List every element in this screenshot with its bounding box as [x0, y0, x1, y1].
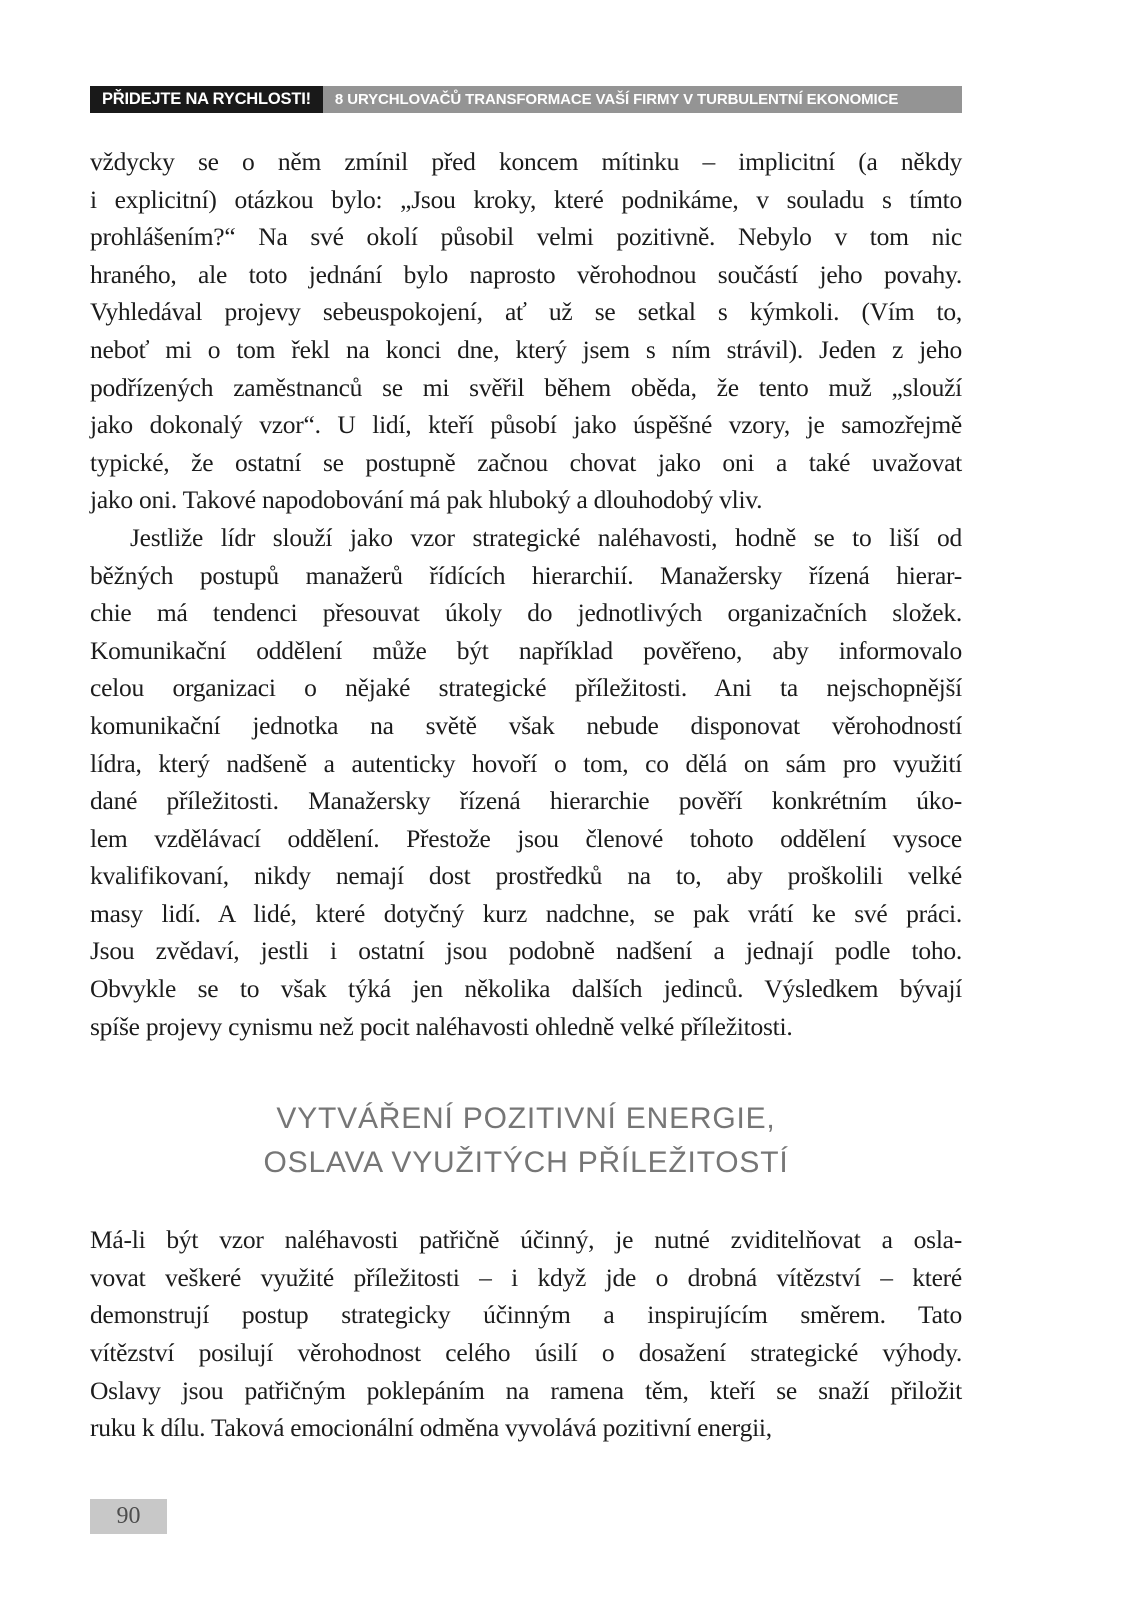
running-header: [90, 86, 962, 113]
text-line: lídra, který nadšeně a autenticky hovoří o tom, co dělá on sám pro využití: [90, 748, 962, 778]
text-line: Jestliže lídr slouží jako vzor strategické naléhavosti, hodně se to liší od: [130, 522, 962, 552]
running-header-title: PŘIDEJTE NA RYCHLOSTI!: [90, 86, 323, 113]
paragraph: [90, 1221, 962, 1447]
text-line: masy lidí. A lidé, které dotyčný kurz nadchne, se pak vrátí ke své práci.: [90, 898, 962, 928]
text-line: chie má tendenci přesouvat úkoly do jednotlivých organizačních složek.: [90, 598, 962, 628]
text-line: hraného, ale toto jednání bylo naprosto věrohodnou součástí jeho povahy.: [90, 259, 962, 289]
section-heading: [90, 1097, 962, 1185]
text-line: vovat veškeré využité příležitosti – i když jde o drobná vítězství – které: [90, 1262, 962, 1292]
text-line: vítězství posilují věrohodnost celého úsilí o dosažení strategické výhody.: [90, 1338, 962, 1368]
text-line: lem vzdělávací oddělení. Přestože jsou členové tohoto oddělení vysoce: [90, 823, 962, 853]
text-line: jako oni. Takové napodobování má pak hluboký a dlouhodobý vliv.: [90, 485, 763, 515]
text-line: kvalifikovaní, nikdy nemají dost prostředků na to, aby proškolili velké: [90, 861, 962, 891]
paragraph: [90, 519, 962, 1045]
text-line: podřízených zaměstnanců se mi svěřil během oběda, že tento muž „slouží: [90, 372, 962, 402]
text-line: vždycky se o něm zmínil před koncem mítinku – implicitní (a někdy: [90, 147, 962, 176]
text-line: Jsou zvědaví, jestli i ostatní jsou podobně nadšení a jednají podle toho.: [90, 936, 962, 966]
text-line: demonstrují postup strategicky účinným a inspirujícím směrem. Tato: [90, 1300, 962, 1330]
text-line: Obvykle se to však týká jen několika dalších jedinců. Výsledkem bývají: [90, 974, 962, 1004]
page-content: [90, 143, 962, 1447]
text-line: jako dokonalý vzor“. U lidí, kteří působí jako úspěšné vzory, je samozřejmě: [90, 410, 962, 440]
text-line: běžných postupů manažerů řídících hierarchií. Manažersky řízená hierar-: [90, 560, 962, 590]
text-line: dané příležitosti. Manažersky řízená hierarchie pověří konkrétním úko-: [90, 786, 962, 816]
text-line: komunikační jednotka na světě však nebude disponovat věrohodností: [90, 710, 962, 740]
text-line: ruku k dílu. Taková emocionální odměna vyvolává pozitivní energii,: [90, 1413, 772, 1443]
text-line: Oslavy jsou patřičným poklepáním na ramena těm, kteří se snaží přiložit: [90, 1375, 962, 1405]
text-line: typické, že ostatní se postupně začnou chovat jako oni a také uvažovat: [90, 447, 962, 477]
page-number: 90: [116, 1503, 141, 1529]
text-line: Komunikační oddělení může být například pověřeno, aby informovalo: [90, 635, 962, 665]
text-line: neboť mi o tom řekl na konci dne, který jsem s ním strávil). Jeden z jeho: [90, 334, 962, 364]
text-line: Má-li být vzor naléhavosti patřičně účinný, je nutné zviditelňovat a osla-: [90, 1225, 962, 1255]
text-line: i explicitní) otázkou bylo: „Jsou kroky, které podnikáme, v souladu s tímto: [90, 184, 962, 214]
text-line: prohlášením?“ Na své okolí působil velmi pozitivně. Nebylo v tom nic: [90, 222, 962, 252]
text-line: spíše projevy cynismu než pocit naléhavosti ohledně velké příležitosti.: [90, 1011, 793, 1041]
text-line: Vyhledával projevy sebeuspokojení, ať už se setkal s kýmkoli. (Vím to,: [90, 297, 962, 327]
paragraph: [90, 143, 962, 519]
section-heading-line: VYTVÁŘENÍ POZITIVNÍ ENERGIE,: [276, 1102, 776, 1136]
running-header-subtitle: 8 URYCHLOVAČŮ TRANSFORMACE VAŠÍ FIRMY V TURBULENTNÍ EKONOMICE: [323, 86, 962, 113]
text-line: celou organizaci o nějaké strategické příležitosti. Ani ta nejschopnější: [90, 673, 962, 703]
section-heading-line: OSLAVA VYUŽITÝCH PŘÍLEŽITOSTÍ: [263, 1146, 789, 1180]
page-number-box: [90, 1499, 167, 1534]
